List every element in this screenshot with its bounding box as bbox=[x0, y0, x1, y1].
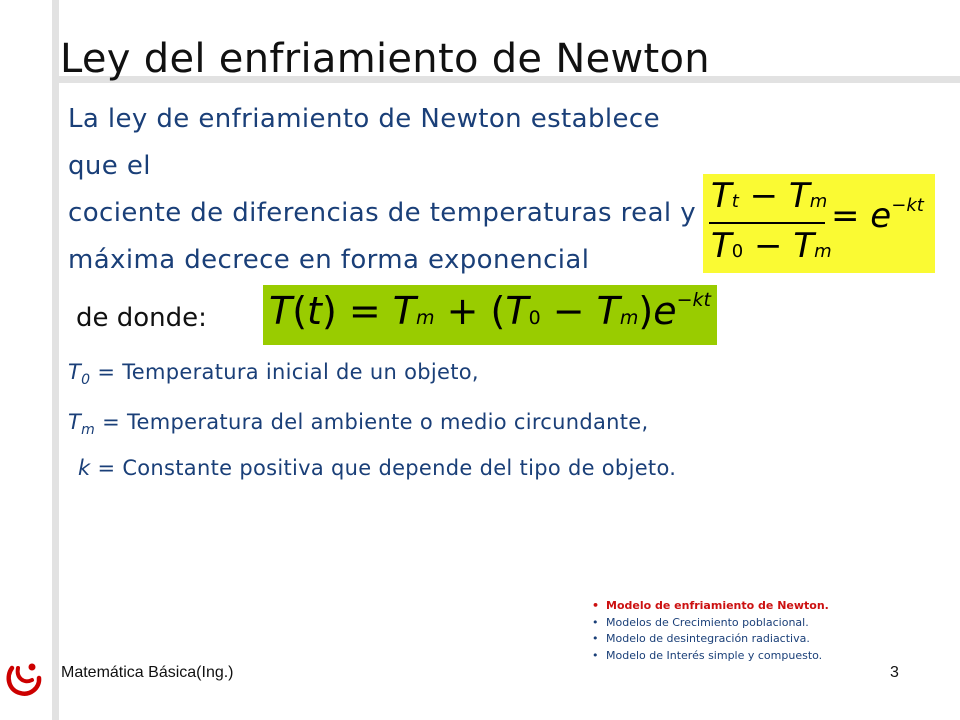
list-item: • Modelo de enfriamiento de Newton. bbox=[592, 598, 829, 615]
definition-tm bbox=[68, 410, 649, 438]
definition-symbol: T bbox=[68, 360, 82, 384]
equation-solution-box bbox=[263, 285, 717, 345]
equation-solution: $T(t) = Tm + (T0 - Tm)e^{-kt}$ bbox=[269, 289, 711, 333]
footer-course: Matemática Básica(Ing.) bbox=[61, 664, 234, 681]
slide-title: Ley del enfriamiento de Newton bbox=[60, 36, 710, 82]
definition-subscript: m bbox=[81, 422, 96, 439]
equation-exponential: = $e^{-kt}$ bbox=[831, 195, 924, 236]
list-item: • Modelo de desintegración radiactiva. bbox=[592, 631, 829, 648]
definition-t0 bbox=[68, 360, 479, 388]
definition-subscript: 0 bbox=[81, 372, 91, 389]
definition-text: = Temperatura inicial de un objeto, bbox=[90, 360, 479, 384]
definition-symbol: k bbox=[78, 456, 91, 480]
intro-line: La ley de enfriamiento de Newton establece que el bbox=[68, 104, 660, 181]
list-item: • Modelo de Interés simple y compuesto. bbox=[592, 648, 829, 665]
intro-line: cociente de diferencias de temperaturas real y bbox=[68, 198, 696, 228]
intro-line: máxima decrece en forma exponencial bbox=[68, 245, 590, 275]
topics-list bbox=[592, 598, 829, 664]
left-accent-bar bbox=[52, 0, 59, 720]
definition-k bbox=[78, 456, 676, 480]
page-number: 3 bbox=[890, 664, 899, 681]
equation-numerator: Tt − Tm bbox=[711, 176, 828, 216]
definition-text: = Temperatura del ambiente o medio circundante, bbox=[95, 410, 649, 434]
intro-paragraph bbox=[68, 96, 708, 284]
de-donde-label: de donde: bbox=[76, 303, 207, 333]
equation-ratio-box bbox=[703, 174, 935, 273]
university-logo-icon bbox=[4, 658, 44, 698]
fraction-bar bbox=[709, 222, 825, 224]
list-item: • Modelos de Crecimiento poblacional. bbox=[592, 615, 829, 632]
definition-symbol: T bbox=[68, 410, 82, 434]
equation-denominator: T0 − Tm bbox=[711, 226, 832, 266]
definition-text: = Constante positiva que depende del tipo de objeto. bbox=[90, 456, 677, 480]
